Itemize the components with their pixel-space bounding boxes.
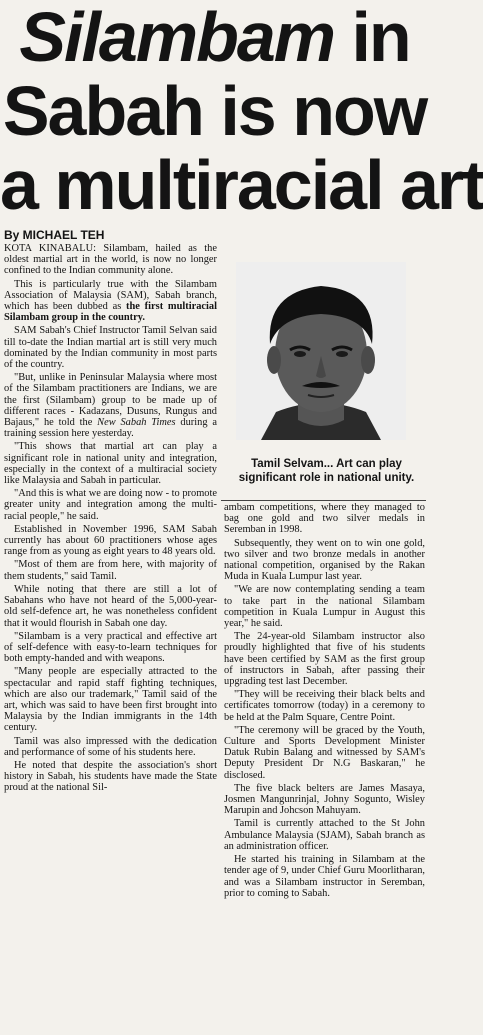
article-paragraph: The five black belters are James Masaya, Josmen Mangunrinjal, Johny Sogunto, Wisley Marupin and Johcson Mahuyam. <box>224 782 425 817</box>
article-paragraph: ambam competitions, where they managed to bag one gold and two silver medals in Seremban in 1998. <box>224 502 425 536</box>
article-paragraph: He started his training in Silambam at the tender age of 9, under Chief Guru Moorlitharan, and was a Silambam instructor in Seremban, prior to coming to Sabah. <box>224 854 425 899</box>
article-paragraph: Tamil is currently attached to the St John Ambulance Malaysia (SJAM), Sabah branch as an administration officer. <box>224 818 425 852</box>
right-column <box>224 502 425 901</box>
headline-italic-word: Silambam <box>19 0 335 76</box>
article-paragraph: Subsequently, they went on to win one gold, two silver and two bronze medals in another national competition, organised by the Rakan Muda in Kuala Lumpur last year. <box>224 537 425 583</box>
article-paragraph: The 24-year-old Silambam instructor also proudly highlighted that five of his students have been certified by SAM as the first group of instructors in Sabah, after passing their upgrading test last December. <box>224 631 425 688</box>
headline-line-1-rest: in <box>334 0 410 76</box>
byline: By MICHAEL TEH <box>4 228 105 242</box>
article-paragraph: "Silambam is a very practical and effective art of self-defence with easy-to-learn techniques for both empty-handed and with weapons. <box>4 630 217 665</box>
article-paragraph: Tamil was also impressed with the dedication and performance of some of his students here. <box>4 735 217 758</box>
article-paragraph: "The ceremony will be graced by the Youth, Culture and Sports Development Minister Datuk Rubin Balang and witnessed by SAM's Deputy President Dr N.G Baskaran," he disclosed. <box>224 724 425 781</box>
article-paragraph: While noting that there are still a lot of Sabahans who have not heard of the 5,000-year-old self-defence art, he was nonetheless confident that it would flourish in Sabah one day. <box>4 583 217 629</box>
article-paragraph: SAM Sabah's Chief Instructor Tamil Selvan said till to-date the Indian martial art is still very much dominated by the Indian community in most parts of the country. <box>4 325 217 371</box>
article-paragraph: KOTA KINABALU: Silambam, hailed as the oldest martial art in the world, is now no longer confined to the Indian community alone. <box>4 243 217 277</box>
headline-line-3: a multiracial art <box>0 146 483 224</box>
caption-divider <box>221 500 426 501</box>
article-paragraph: He noted that despite the association's short history in Sabah, his students have made the State proud at the national Sil- <box>4 759 217 794</box>
article-paragraph: "This shows that martial art can play a significant role in national unity and integration, especially in the context of a multiracial society like Malaysia and Sabah in particular. <box>4 441 217 487</box>
article-paragraph: "We are now contemplating sending a team to take part in the national Silambam competition in Kuala Lumpur in August this year," he said. <box>224 584 425 630</box>
headline-line-2: Sabah is now <box>2 72 427 150</box>
left-column <box>4 243 217 796</box>
article-paragraph: This is particularly true with the Silambam Association of Malaysia (SAM), Sabah branch, which has been dubbed as the first multiracial Silambam group in the country. <box>4 278 217 324</box>
article-paragraph: "But, unlike in Peninsular Malaysia where most of the Silambam practitioners are Indians, we are the first (Silambam) group to be made up of different races - Kadazans, Dusuns, Rungus and Bajaus," he told the New Sabah Times during a training session here yesterday. <box>4 372 217 440</box>
article-paragraph: Established in November 1996, SAM Sabah currently has about 60 practitioners whose ages range from as young as eight years to 48 years old. <box>4 523 217 558</box>
photo-caption: Tamil Selvam... Art can play significant role in national unity. <box>238 458 415 484</box>
photo-portrait-icon <box>236 262 406 440</box>
headline <box>0 0 483 228</box>
portrait-photo <box>236 262 406 440</box>
article-paragraph: "Many people are especially attracted to the spectacular and rapid staff fighting techniques, which are also our trademark," Tamil said of the art, which was said to have been first brought into Malaysia by the Indian immigrants in the 14th century. <box>4 666 217 734</box>
article-paragraph: "They will be receiving their black belts and certificates tomorrow (today) in a ceremony to be held at the Palm Square, Centre Point. <box>224 689 425 723</box>
article-paragraph: "And this is what we are doing now - to promote greater unity and integration among the multi-racial people," he said. <box>4 488 217 522</box>
article-paragraph: "Most of them are from here, with majority of them students," said Tamil. <box>4 559 217 582</box>
headline-line-1 <box>0 0 429 74</box>
